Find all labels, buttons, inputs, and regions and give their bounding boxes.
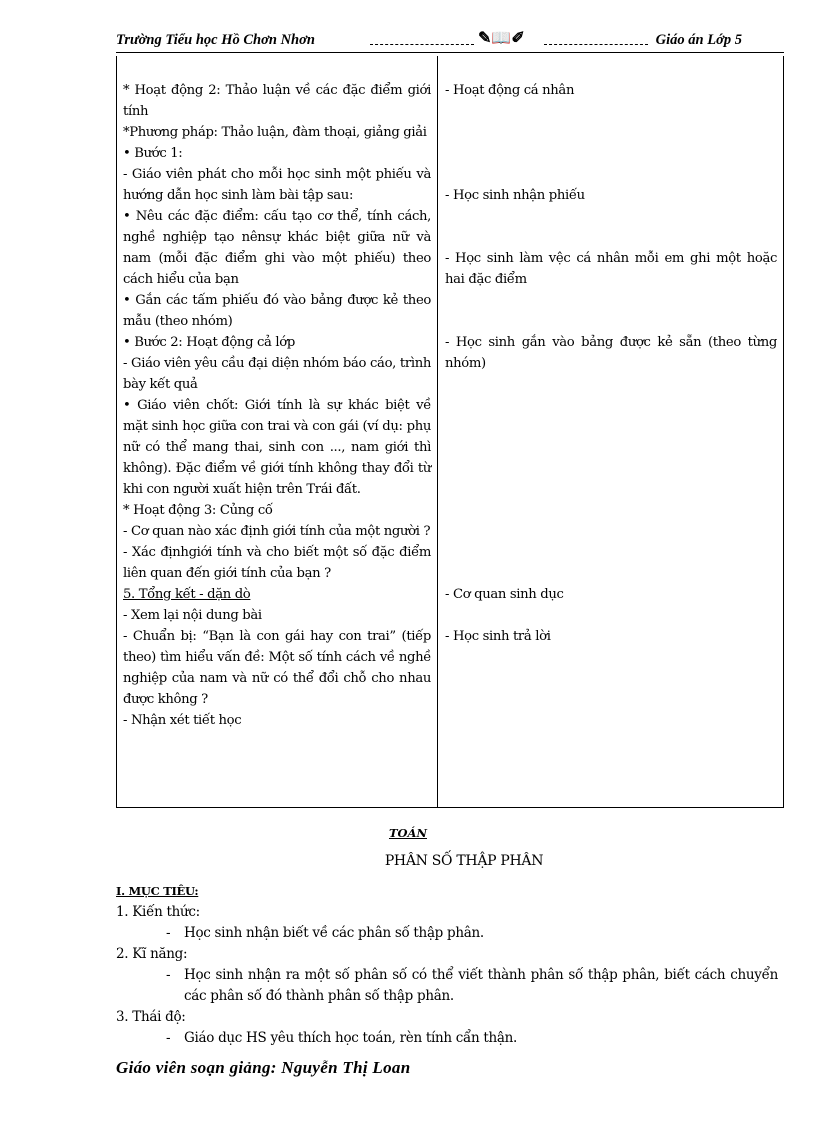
table-row-text: - Cơ quan nào xác định giới tính của một người ? <box>123 524 431 539</box>
objective-title: 3. Thái độ: <box>116 1009 186 1025</box>
objective-title: 1. Kiến thức: <box>116 904 200 920</box>
dash-bullet: - <box>166 1030 171 1046</box>
objective-title: 2. Kĩ năng: <box>116 946 188 962</box>
page-header <box>116 28 742 50</box>
table-row-text: * Hoạt động 3: Củng cố <box>123 503 273 518</box>
lesson-plan-grade: Giáo án Lớp 5 <box>655 32 742 48</box>
table-row-text: • Nêu các đặc điểm: cấu tạo cơ thể, tính cách, nghề nghiệp tạo nênsự khác biệt giữa nữ và nam (mỗi đặc điểm ghi vào một phiếu) theo cách hiểu của bạn <box>123 209 431 287</box>
table-row-text: - Chuẩn bị: “Bạn là con gái hay con trai” (tiếp theo) tìm hiểu vấn đề: Một số tính cách về nghề nghiệp của nam và nữ có thể đổi chỗ cho nhau được không ? <box>123 629 431 707</box>
student-activity: - Học sinh trả lời <box>445 629 551 644</box>
objectives-heading: I. MỤC TIÊU: <box>116 884 199 898</box>
table-column-divider <box>437 56 438 807</box>
objective-item <box>116 965 778 1007</box>
table-row-text: - Giáo viên yêu cầu đại diện nhóm báo cáo, trình bày kết quả <box>123 356 431 392</box>
student-activity: - Cơ quan sinh dục <box>445 587 564 602</box>
dash-bullet: - <box>166 967 171 983</box>
table-row-text: • Giáo viên chốt: Giới tính là sự khác biệt về mặt sinh học giữa con trai và con gái (ví dụ: phụ nữ có thể mang thai, sinh con ..., nam giới thì không). Đặc điểm về giới tính không thay đổi từ khi con người xuất hiện trên Trái đất. <box>123 398 431 497</box>
student-activity: - Học sinh gắn vào bảng được kẻ sẵn (theo từng nhóm) <box>445 335 777 371</box>
objective-text: Học sinh nhận biết về các phân số thập phân. <box>184 925 484 941</box>
objective-text: Học sinh nhận ra một số phân số có thể viết thành phân số thập phân, biết cách chuyển các phân số đó thành phân số thập phân. <box>184 967 778 1004</box>
section-summary-heading: 5. Tổng kết - dặn dò <box>123 587 251 602</box>
table-row-text: • Gắn các tấm phiếu đó vào bảng được kẻ theo mẫu (theo nhóm) <box>123 293 431 329</box>
table-row-text: * Hoạt động 2: Thảo luận về các đặc điểm giới tính <box>123 83 431 119</box>
school-name: Trường Tiểu học Hồ Chơn Nhơn <box>116 32 315 48</box>
table-row-text: - Xác địnhgiới tính và cho biết một số đặc điểm liên quan đến giới tính của bạn ? <box>123 545 431 581</box>
table-row-text: • Bước 1: <box>123 146 183 161</box>
book-ornament-icon: ✎📖✐ <box>478 30 525 47</box>
table-row-text: *Phương pháp: Thảo luận, đàm thoại, giảng giải <box>123 125 427 140</box>
teacher-activities-column <box>123 80 431 731</box>
subject-label: TOÁN <box>388 826 427 840</box>
table-row-text: • Bước 2: Hoạt động cả lớp <box>123 335 295 350</box>
student-activity: - Hoạt động cá nhân <box>445 83 575 98</box>
header-dashes-left <box>370 44 474 45</box>
objective-item <box>116 923 778 944</box>
objective-item <box>116 1028 778 1049</box>
activity-table <box>116 56 784 808</box>
objective-text: Giáo dục HS yêu thích học toán, rèn tính cẩn thận. <box>184 1030 518 1046</box>
lesson-title: PHÂN SỐ THẬP PHÂN <box>384 853 544 869</box>
header-rule <box>116 52 784 53</box>
table-row-text: - Giáo viên phát cho mỗi học sinh một phiếu và hướng dẫn học sinh làm bài tập sau: <box>123 167 431 203</box>
table-row-text: - Xem lại nội dung bài <box>123 608 262 623</box>
dash-bullet: - <box>166 925 171 941</box>
header-dashes-right <box>544 44 648 45</box>
table-row-text: - Nhận xét tiết học <box>123 713 242 728</box>
student-activity: - Học sinh nhận phiếu <box>445 188 585 203</box>
student-activity: - Học sinh làm vệc cá nhân mỗi em ghi một hoặc hai đặc điểm <box>445 251 777 287</box>
teacher-signature: Giáo viên soạn giảng: Nguyễn Thị Loan <box>116 1058 411 1077</box>
objectives-section <box>116 882 778 1049</box>
